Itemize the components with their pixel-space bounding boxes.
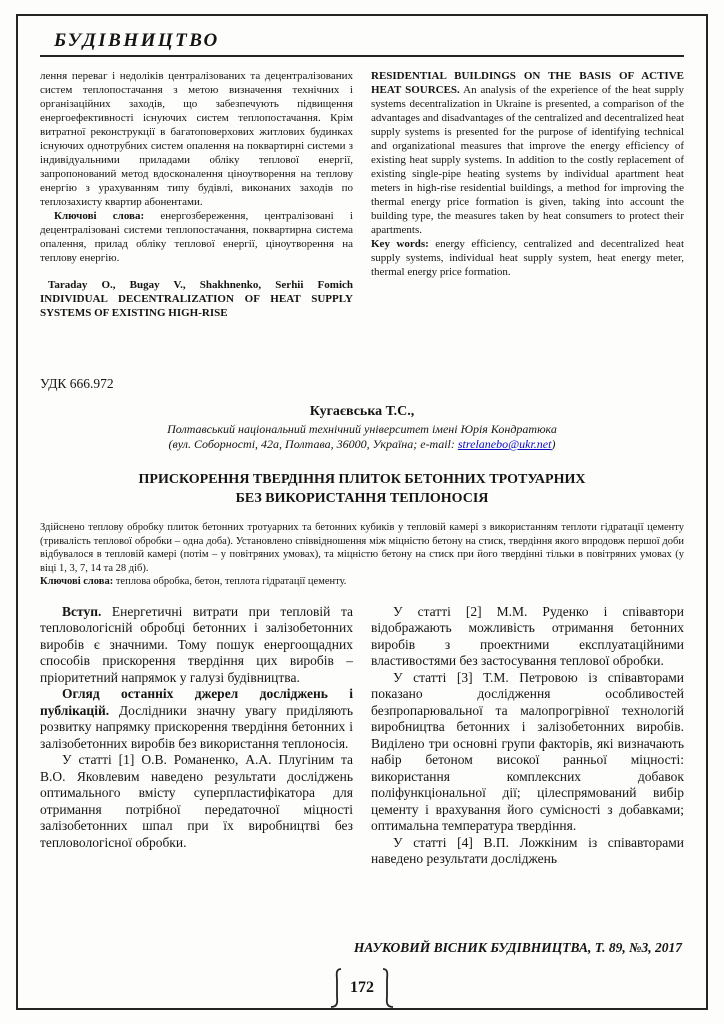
page-border-frame xyxy=(16,14,708,1010)
right-bracket-icon xyxy=(382,968,394,1008)
prev-article-english-citation: Taraday O., Bugay V., Shakhnenko, Serhii Fomich INDIVIDUAL DECENTRALIZATION OF HEAT SUPPLY SYSTEMS OF EXISTING HIGH-RISE xyxy=(40,279,353,319)
body-paragraph xyxy=(371,670,684,835)
keywords-label-uk: Ключові слова: xyxy=(54,210,145,222)
paragraph-text: У статті [2] М.М. Руденко і співавтори відображають можливість отримання бетонних виробів з проектними експлуатаційними властивостями без застосування теплової обробки. xyxy=(371,603,684,668)
body-right-column xyxy=(371,604,684,868)
author-name: Кугаєвська Т.С., xyxy=(309,404,415,419)
author-affiliation xyxy=(40,422,684,452)
page-number-group xyxy=(326,968,398,1008)
affiliation-line-1: Полтавський національний технічний університет імені Юрія Кондратюка xyxy=(167,422,557,436)
article-abstract xyxy=(40,521,684,589)
prev-article-continuation-paragraph: лення переваг і недоліків централізованих та децентралізованих систем теплопостачання з метою визначення технічних і організаційних заходів, що забезпечують підвищення енергоефективності існуючих систем теплопостачання. Крім витратної реконструкції в багатоповерхових житлових будинках існуючих однотрубних систем опалення на поквартирні системи з індивідуальними приладами обліку теплової енергії, запропонований метод вдосконалення ціноутворення на теплову енергію з урахуванням типу будівлі, виконаних заходів по теплозахисту квартир абонентами. xyxy=(40,70,353,208)
body-paragraph xyxy=(40,686,353,752)
body-left-column xyxy=(40,604,353,868)
previous-article-tail xyxy=(40,69,684,320)
paragraph-text: У статті [4] В.П. Ложкіним із співавторами наведено результати досліджень xyxy=(371,834,684,866)
prev-article-keywords-en xyxy=(371,237,684,279)
english-title-lead: RESIDENTIAL BUILDINGS ON THE BASIS OF ACTIVE HEAT SOURCES. xyxy=(371,70,684,96)
abstract-keywords-text: теплова обробка, бетон, теплота гідратації цементу. xyxy=(113,576,347,587)
header-rule xyxy=(40,55,684,57)
paragraph-text: Дослідники значну увагу приділяють розвитку напрямку прискорення твердіння бетонних і залізобетонних виробів без використання теплоносія. xyxy=(40,702,353,751)
body-paragraph xyxy=(40,604,353,687)
abstract-keywords-label: Ключові слова: xyxy=(40,576,114,587)
affiliation-address: (вул. Соборності, 42а, Полтава, 36000, Україна; e-mail: xyxy=(168,437,458,451)
journal-footer-citation: НАУКОВИЙ ВІСНИК БУДІВНИЦТВА, Т. 89, №3, 2017 xyxy=(353,940,682,955)
article-body xyxy=(40,604,684,868)
article-title-line-1: ПРИСКОРЕННЯ ТВЕРДІННЯ ПЛИТОК БЕТОННИХ ТРОТУАРНИХ xyxy=(138,472,586,487)
email-link[interactable]: strelanebo@ukr.net xyxy=(457,437,552,451)
paragraph-lead: Огляд останніх джерел досліджень і публікацій. xyxy=(40,686,353,718)
body-paragraph xyxy=(40,752,353,851)
section-title: БУДІВНИЦТВО xyxy=(54,30,220,51)
prev-article-english-abstract xyxy=(371,69,684,237)
left-bracket-icon xyxy=(330,968,342,1008)
paragraph-text: У статті [3] Т.М. Петровою із співавторами показано дослідження особливостей безпропарювальної та малопрогрівної технологій виробництва бетонних і залізобетонних виробів. Виділено три основні групи факторів, які визначають набір бетоном високої ранньої міцності: використання комплексних добавок поліфункціональної дії; цілеспрямований вибір цементу і врахування його сумісності з добавками; оптимальна температура твердіння. xyxy=(371,669,684,833)
journal-header xyxy=(40,26,684,57)
body-paragraph xyxy=(371,604,684,670)
affiliation-close-paren: ) xyxy=(551,437,556,451)
page-number: 172 xyxy=(350,979,374,996)
paragraph-text: У статті [1] О.В. Романенко, А.А. Плугіним та В.О. Яковлевим наведено результати досліджень оптимального вмісту суперпластифікатора для отримання потрібної передаточної міцності залізобетонних шпал при їх виробництві без тепловологісної обробки. xyxy=(40,752,353,850)
keywords-text-uk: енергозбереження, централізовані і децентралізовані системи теплопостачання, поквартирна система опалення, прилад обліку теплової енергії, ціноутворення на теплову енергію. xyxy=(40,210,353,264)
keywords-label-en: Key words: xyxy=(371,238,429,250)
english-abstract-text: An analysis of the experience of the heat supply systems decentralization in Ukraine is presented, a comparison of the advantages and disadvantages of the centralized and decentralized heat supply systems is presented for the purpose of identifying technical and organizational measures that improve the energy efficiency of existing heat supply systems. In addition to the costly replacement of existing single-pipe heating systems by individual apartment heat meters in high-rise residential buildings, a method for improving the thermal energy price formation is given, taking into account the building type, the measures taken by heat consumers to protect their apartments. xyxy=(371,84,684,236)
affiliation-line-2 xyxy=(40,437,684,452)
prev-article-right-column xyxy=(371,69,684,320)
body-paragraph xyxy=(371,835,684,868)
keywords-text-en: energy efficiency, centralized and decentralized heat supply systems, individual heat supply system, heat energy meter, thermal energy price formation. xyxy=(371,238,684,278)
prev-article-keywords-uk xyxy=(40,209,353,265)
abstract-keywords xyxy=(40,575,684,589)
paragraph-text: Енергетичні витрати при тепловій та тепловологісній обробці бетонних і залізобетонних виробів є значними. Тому пошук енергоощадних способів прискорення твердіння цих виробів – пріоритетний напрямок у галузі будівництва. xyxy=(40,603,353,685)
abstract-text: Здійснено теплову обробку плиток бетонних тротуарних та бетонних кубиків у тепловій камері з використанням теплоти гідратації цементу (тривалість теплової обробки – одна доба). Установлено співвідношення між міцністю бетону на стиск, твердіння якого впродовж першої доби відбувалося в тепловій камері (потім – у повітряних умовах), та міцністю бетону на стиск при його твердінні тільки в повітряних умовах (у віці 1, 3, 7, 14 та 28 діб). xyxy=(40,522,684,574)
article-title xyxy=(40,470,684,508)
article-title-line-2: БЕЗ ВИКОРИСТАННЯ ТЕПЛОНОСІЯ xyxy=(235,491,489,506)
udc-code: УДК 666.972 xyxy=(40,376,114,391)
paragraph-lead: Вступ. xyxy=(62,603,102,619)
prev-article-left-column xyxy=(40,69,353,320)
